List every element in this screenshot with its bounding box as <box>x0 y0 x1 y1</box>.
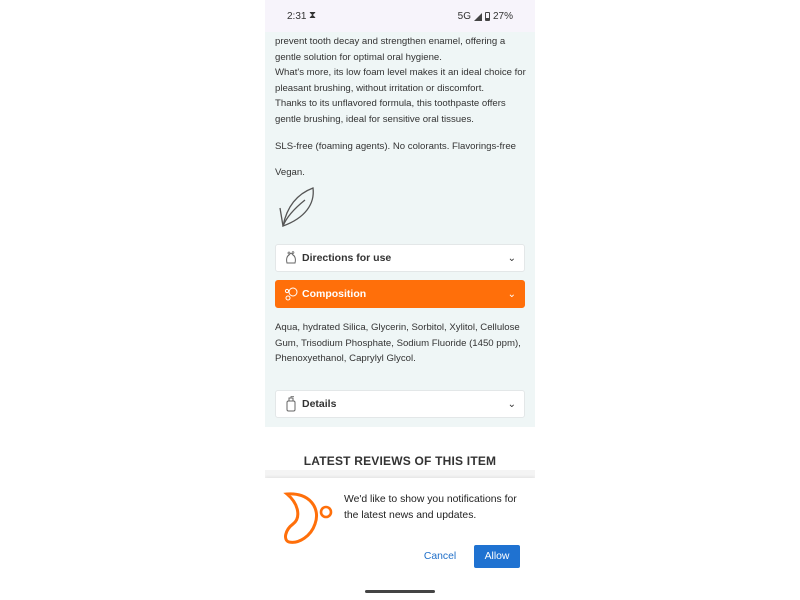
description-paragraph: prevent tooth decay and strengthen enamel, offering a gentle solution for optimal oral hygiene. What's more, its low foam level makes it an ideal choice for pleasant brushing, without irritation or discomfort. Thanks to its unflavored formula, this toothpaste offers gentle brushing, ideal for sensitive oral tissues. <box>275 36 526 125</box>
status-bar <box>265 0 535 32</box>
leaf-icon <box>277 186 317 228</box>
reviews-peek <box>265 470 535 478</box>
bubbles-icon <box>284 287 298 301</box>
bottle-icon <box>284 397 298 411</box>
vegan-text: Vegan. <box>275 167 305 178</box>
hourglass-icon: ⧗ <box>309 10 317 21</box>
accordion-details[interactable] <box>275 390 525 418</box>
allow-button[interactable]: Allow <box>474 545 520 568</box>
status-time: 2:31 <box>287 11 307 22</box>
accordion-composition[interactable] <box>275 280 525 308</box>
home-indicator[interactable] <box>365 590 435 593</box>
free-from-text: SLS-free (foaming agents). No colorants. Flavorings-free <box>275 141 517 152</box>
accordion-composition-label: Composition <box>302 288 367 300</box>
notification-permission-prompt <box>265 478 535 600</box>
brand-logo-icon <box>279 490 335 548</box>
chevron-down-icon: ⌄ <box>507 398 516 410</box>
accordion-details-label: Details <box>302 398 337 410</box>
cancel-button[interactable]: Cancel <box>417 544 463 568</box>
battery-icon <box>485 12 490 21</box>
notification-message: We'd like to show you notifications for the latest news and updates. <box>344 494 517 521</box>
battery-level: 27% <box>492 11 513 22</box>
status-right <box>458 11 513 22</box>
chevron-down-icon: ⌄ <box>507 288 516 300</box>
product-description-section <box>265 32 535 427</box>
phone-screen <box>265 0 535 600</box>
chevron-down-icon: ⌄ <box>507 252 516 264</box>
signal-icon <box>474 13 482 21</box>
reviews-heading: LATEST REVIEWS OF THIS ITEM <box>303 454 497 468</box>
accordion-directions[interactable] <box>275 244 525 272</box>
hand-wash-icon <box>284 251 298 265</box>
accordion-directions-label: Directions for use <box>302 252 392 264</box>
composition-text: Aqua, hydrated Silica, Glycerin, Sorbitol, Xylitol, Cellulose Gum, Trisodium Phosphate, Sodium Fluoride (1450 ppm), Phenoxyethanol, Caprylyl Glycol. <box>275 322 521 365</box>
network-type: 5G <box>457 11 471 22</box>
